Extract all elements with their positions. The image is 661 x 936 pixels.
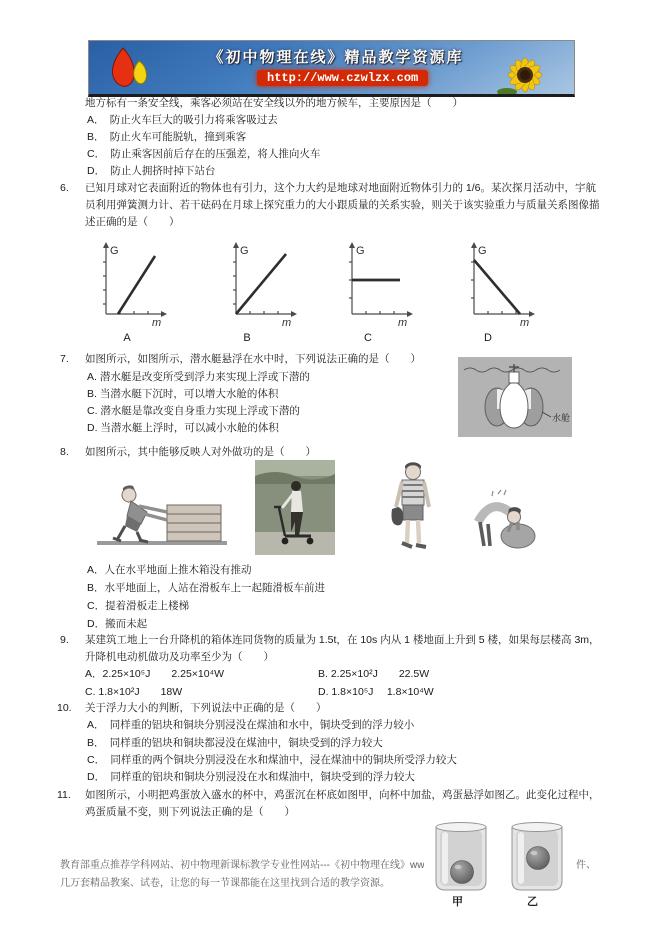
q9-number: 9.: [60, 634, 69, 646]
scooter-figure: [255, 460, 335, 555]
q7-option-c: C. 潜水艇是靠改变自身重力实现上浮或下潜的: [87, 405, 300, 417]
q8-option-a: A．人在水平地面上推木箱没有推动: [87, 564, 252, 576]
graph-label-a: A: [123, 332, 131, 344]
axis-g-label: G: [478, 245, 487, 257]
watertank-label: 水舱: [552, 413, 571, 423]
push-crate-figure: [95, 468, 230, 553]
q8-option-b: B．水平地面上，人站在滑板车上一起随滑板车前进: [87, 582, 326, 594]
q5-option-d: D． 防止人拥挤时掉下站台: [87, 165, 216, 177]
graph-label-c: C: [364, 332, 372, 344]
footer-line1-tail: 件、: [576, 860, 596, 871]
q10-option-a: A． 同样重的铝块和铜块分别浸没在煤油和水中，铜块受到的浮力较小: [87, 719, 415, 731]
q10-option-c: C． 同样重的两个铜块分别浸没在水和煤油中，浸在煤油中的铜块所受浮力较大: [87, 754, 457, 766]
axis-g-label: G: [356, 245, 365, 257]
axis-m-label: m: [152, 317, 162, 328]
q6-graph-a: [92, 238, 172, 328]
q10-number: 10.: [57, 702, 72, 714]
beaker-jia-figure: [428, 820, 494, 894]
banner-title: 《初中物理在线》精品教学资源库: [208, 49, 464, 66]
q11-number: 11.: [57, 789, 71, 801]
q5-option-c: C． 防止乘客因前后存在的压强差，将人推向火车: [87, 148, 321, 160]
footer-line1: 教育部重点推荐学科网站、初中物理新课标教学专业性网站---《初中物理在线》ww: [60, 860, 425, 871]
q10-stem: 关于浮力大小的判断，下列说法中正确的是（ ）: [85, 702, 327, 714]
axis-m-label: m: [282, 317, 292, 328]
q6-number: 6.: [60, 182, 69, 194]
q7-option-b: B. 当潜水艇下沉时，可以增大水舱的体积: [87, 388, 279, 400]
q5-option-b: B． 防止火车可能脱轨，撞到乘客: [87, 131, 247, 143]
q11-stem: 如图所示，小明把鸡蛋放入盛水的杯中，鸡蛋沉在杯底如图甲，向杯中加盐，鸡蛋悬浮如图乙。此变化过程中，鸡蛋质量不变，则下列说法正确的是（ ）: [85, 789, 600, 818]
q6-graph-c: [338, 238, 418, 328]
q7-option-d: D. 当潜水艇上浮时，可以减小水舱的体积: [87, 422, 279, 434]
q10-option-d: D． 同样重的铝块和铜块分别浸没在水和煤油中，铜块受到的浮力较大: [87, 771, 415, 783]
q7-number: 7.: [60, 353, 69, 365]
axis-m-label: m: [398, 317, 408, 328]
site-banner: [88, 40, 575, 97]
q7-option-a: A. 潜水艇是改变所受到浮力来实现上浮或下潜的: [87, 371, 310, 383]
beaker-label-jia: 甲: [452, 896, 463, 908]
q8-option-c: C．提着滑板走上楼梯: [87, 600, 190, 612]
q6-graph-d: [460, 238, 540, 328]
graph-label-d: D: [484, 332, 492, 344]
banner-url: http://www.czwlzx.com: [257, 70, 428, 86]
axis-m-label: m: [520, 317, 530, 328]
q8-option-d: D．搬而未起: [87, 618, 148, 630]
sunflower-icon: [487, 49, 567, 94]
q7-stem: 如图所示，如图所示，潜水艇悬浮在水中时，下列说法正确的是（ ）: [85, 353, 421, 365]
site-logo-icon: [101, 45, 153, 91]
boy-with-bag-figure: [388, 461, 436, 553]
q8-number: 8.: [60, 446, 69, 458]
q6-graph-b: [222, 238, 302, 328]
q9-option-a: A．2.25×10⁵J 2.25×10⁴W: [85, 668, 225, 680]
question5-stem-continued: 地方标有一条安全线，乘客必须站在安全线以外的地方候车，主要原因是（ ）: [85, 97, 463, 109]
q10-option-b: B． 同样重的铝块和铜块都浸没在煤油中，铜块受到的浮力较大: [87, 737, 383, 749]
q8-stem: 如图所示，其中能够反映人对外做功的是（ ）: [85, 446, 316, 458]
axis-g-label: G: [240, 245, 249, 257]
q9-stem: 某建筑工地上一台升降机的箱体连同货物的质量为 1.5t，在 10s 内从 1 楼地面上升到 5 楼，如果每层楼高 3m，升降机电动机做功及功率至少为（ ）: [85, 634, 600, 663]
lift-rock-figure: [462, 488, 547, 550]
footer-line2: 几万套精品教案、试卷，让您的每一节课都能在这里找到合适的教学资源。: [60, 878, 390, 889]
q9-option-d: D. 1.8×10⁵J 1.8×10⁴W: [318, 686, 434, 698]
q5-option-a: A． 防止火车巨大的吸引力将乘客吸过去: [87, 114, 278, 126]
beaker-figure-zone: [424, 816, 576, 914]
submarine-figure: [458, 357, 572, 437]
q6-stem: 已知月球对它表面附近的物体也有引力，这个力大约是地球对地面附近物体引力的 1/6。某次探月活动中，宇航员利用弹簧测力计、若干砝码在月球上探究重力的大小跟质量的关系实验，则关于该实验重力与质量关系图像描述正确的是（ ）: [85, 182, 600, 228]
q9-option-b: B. 2.25×10²J 22.5W: [318, 668, 430, 680]
graph-label-b: B: [243, 332, 251, 344]
q9-option-c: C. 1.8×10²J 18W: [85, 686, 183, 698]
beaker-yi-figure: [504, 820, 570, 894]
beaker-label-yi: 乙: [527, 896, 538, 908]
axis-g-label: G: [110, 245, 119, 257]
